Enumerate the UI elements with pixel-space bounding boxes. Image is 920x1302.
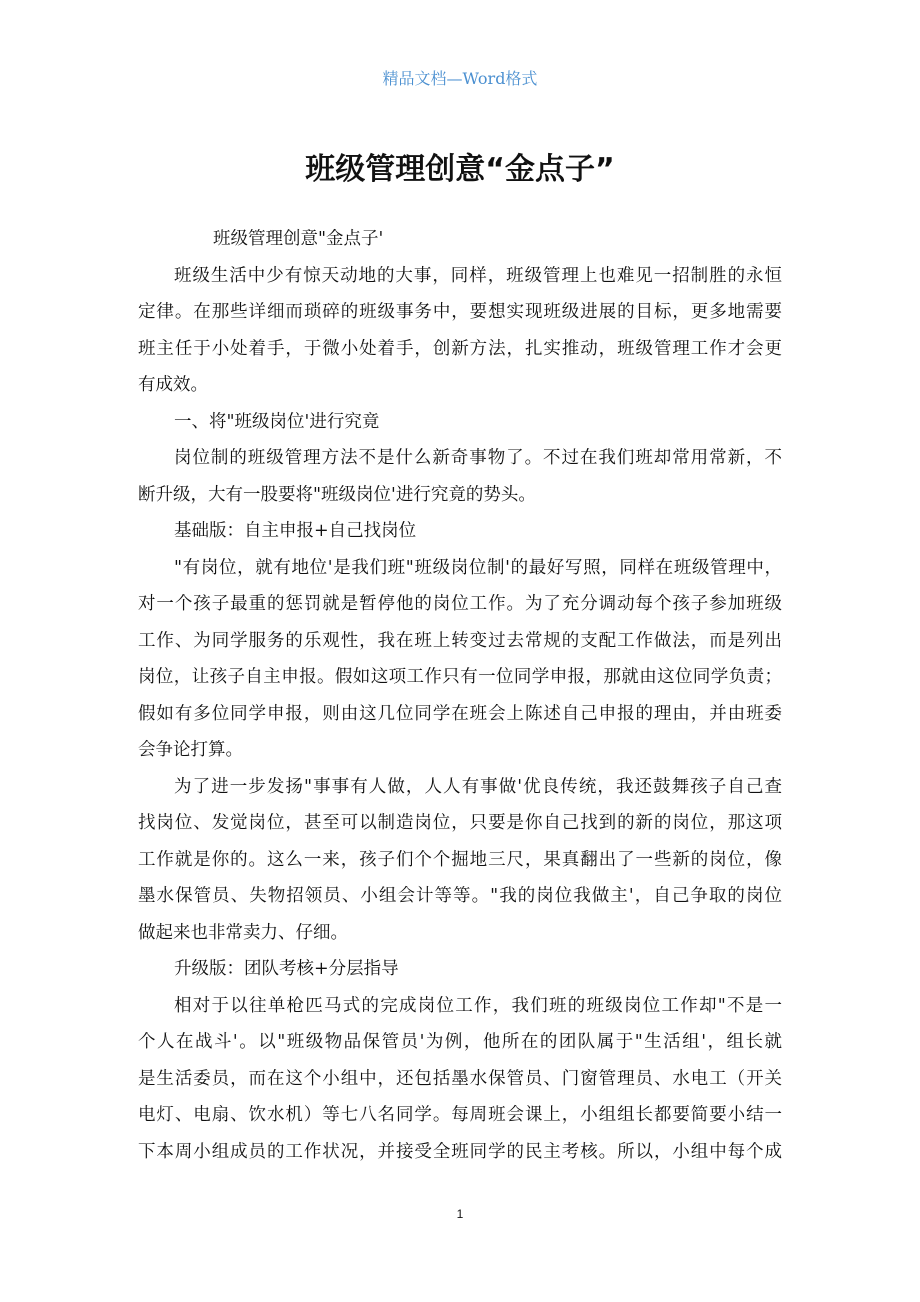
text-line: 下本周小组成员的工作状况，并接受全班同学的民主考核。所以，小组中每个成 bbox=[138, 1141, 782, 1162]
text-line: 为了进一步发扬"事事有人做，人人有事做'优良传统，我还鼓舞孩子自己查 bbox=[174, 776, 782, 797]
paragraph bbox=[138, 555, 782, 774]
text-line: 工作、为同学服务的乐观性，我在班上转变过去常规的支配工作做法，而是列出 bbox=[138, 630, 782, 651]
document-body bbox=[138, 226, 782, 1175]
text-line: 个人在战斗'。以"班级物品保管员'为例，他所在的团队属于"生活组'，组长就 bbox=[138, 1032, 782, 1052]
text-line: 是生活委员，而在这个小组中，还包括墨水保管员、门窗管理员、水电工（开关 bbox=[138, 1068, 782, 1089]
text-line: "有岗位，就有地位'是我们班"班级岗位制'的最好写照，同样在班级管理中， bbox=[174, 557, 782, 578]
text-line: 班级生活中少有惊天动地的大事，同样，班级管理上也难见一招制胜的永恒 bbox=[174, 265, 782, 286]
text-line: 电灯、电扇、饮水机）等七八名同学。每周班会课上，小组组长都要简要小结一 bbox=[138, 1105, 782, 1125]
subtitle-paragraph bbox=[138, 226, 782, 263]
paragraph bbox=[138, 518, 782, 555]
paragraph bbox=[138, 993, 782, 1176]
text-line: 岗位，让孩子自主申报。假如这项工作只有一位同学申报，那就由这位同学负责； bbox=[138, 667, 782, 687]
text-line: 岗位制的班级管理方法不是什么新奇事物了。不过在我们班却常用常新，不 bbox=[174, 448, 782, 468]
text-line: 工作就是你的。这么一来，孩子们个个掘地三尺，果真翻出了一些新的岗位，像 bbox=[138, 849, 782, 870]
text-line: 会争论打算。 bbox=[138, 740, 243, 760]
text-line: 墨水保管员、失物招领员、小组会计等等。"我的岗位我做主'，自己争取的岗位 bbox=[138, 886, 782, 906]
paragraph bbox=[138, 774, 782, 957]
text-line: 一、将"班级岗位'进行究竟 bbox=[174, 411, 380, 432]
paragraph bbox=[138, 445, 782, 518]
document-title: 班级管理创意“金点子” bbox=[305, 152, 615, 187]
text-line: 班主任于小处着手，于微小处着手，创新方法，扎实推动，班级管理工作才会更 bbox=[138, 338, 782, 359]
text-line: 班级管理创意"金点子' bbox=[213, 229, 384, 249]
text-line: 相对于以往单枪匹马式的完成岗位工作，我们班的班级岗位工作却"不是一 bbox=[174, 995, 782, 1016]
paragraph bbox=[138, 409, 782, 446]
text-line: 升级版：团队考核+分层指导 bbox=[174, 959, 399, 979]
text-line: 定律。在那些详细而琐碎的班级事务中，要想实现班级进展的目标，更多地需要 bbox=[138, 302, 782, 322]
text-line: 找岗位、发觉岗位，甚至可以制造岗位，只要是你自己找到的新的岗位，那这项 bbox=[138, 813, 782, 833]
text-line: 有成效。 bbox=[138, 375, 208, 395]
text-line: 基础版：自主申报+自己找岗位 bbox=[174, 521, 417, 541]
page-header: 精品文档—Word格式 bbox=[382, 69, 538, 88]
text-line: 做起来也非常卖力、仔细。 bbox=[138, 922, 348, 943]
text-line: 假如有多位同学申报，则由这几位同学在班会上陈述自己申报的理由，并由班委 bbox=[138, 703, 782, 724]
text-line: 对一个孩子最重的惩罚就是暂停他的岗位工作。为了充分调动每个孩子参加班级 bbox=[138, 594, 782, 614]
paragraph bbox=[138, 956, 782, 993]
text-line: 断升级，大有一股要将"班级岗位'进行究竟的势头。 bbox=[138, 484, 536, 505]
paragraph bbox=[138, 263, 782, 409]
page-number: 1 bbox=[456, 1207, 464, 1221]
